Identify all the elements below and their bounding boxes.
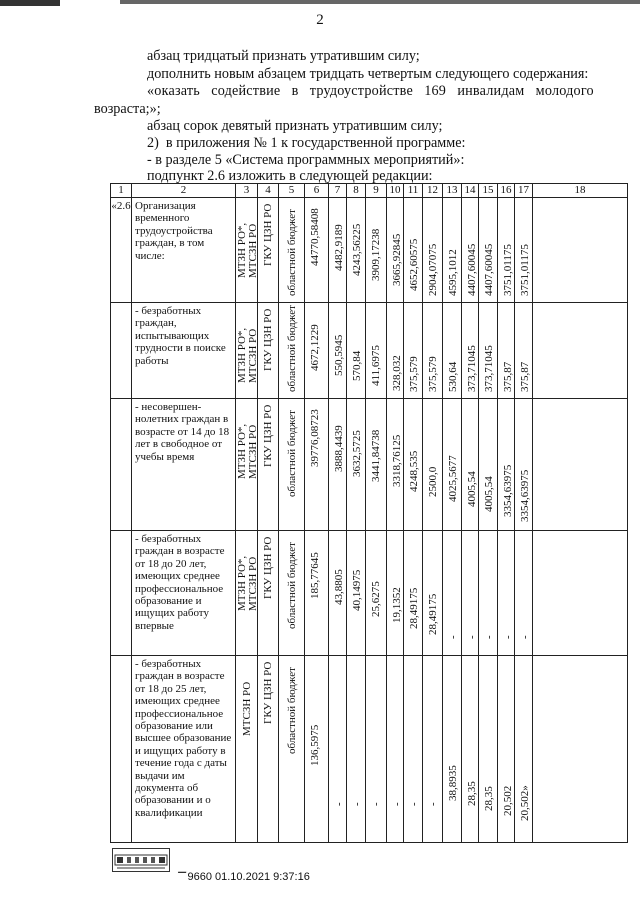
registration-logo [112, 848, 170, 872]
value-text: 4407,60045 [466, 243, 478, 296]
value-cell [423, 399, 443, 531]
header-cell: 12 [423, 184, 443, 198]
value-text: 185,77645 [309, 552, 321, 599]
value-text: - [519, 635, 531, 639]
row-name-cell: - несовершен-нолетних граждан в возрасте от 14 до 18 лет в свободное от учебы время [132, 399, 236, 531]
executor-text: МТЗН РО*, [236, 555, 248, 611]
program-activities-table [110, 183, 628, 843]
executor-text: МТЗН РО*, [236, 423, 248, 479]
header-cell: 16 [498, 184, 515, 198]
value-cell [498, 531, 515, 656]
value-text: 550,5945 [333, 334, 345, 376]
header-cell: 2 [132, 184, 236, 198]
value-cell [498, 656, 515, 843]
header-cell: 17 [515, 184, 533, 198]
row-number-cell [111, 303, 132, 399]
value-cell [347, 399, 366, 531]
value-cell [387, 399, 404, 531]
value-text: 375,87 [519, 361, 531, 392]
value-text: - [408, 802, 420, 806]
executor-cell [236, 198, 258, 303]
organization-text: ГКУ ЦЗН РО [262, 308, 274, 371]
table-row [111, 303, 628, 399]
column-18-cell [533, 656, 628, 843]
column-18-cell [533, 531, 628, 656]
header-cell: 5 [279, 184, 305, 198]
funding-source-cell [279, 303, 305, 399]
executor-text: МТСЗН РО [241, 681, 253, 736]
value-cell [443, 656, 462, 843]
stamp-mark: Ⲻ [176, 868, 185, 883]
funding-source-text: областной бюджет [286, 209, 298, 296]
executor-text: МТЗН РО*, [236, 222, 248, 278]
header-cell: 14 [462, 184, 479, 198]
value-cell [498, 303, 515, 399]
registration-stamp [176, 866, 310, 884]
value-cell [387, 303, 404, 399]
executor-text: МТСЗН РО [247, 556, 259, 611]
value-cell [347, 531, 366, 656]
value-text: 375,579 [427, 356, 439, 392]
value-text: 39776,08723 [309, 409, 321, 467]
organization-cell [258, 198, 279, 303]
funding-source-cell [279, 399, 305, 531]
value-text: 4005,54 [466, 471, 478, 507]
value-text: 373,71045 [483, 345, 495, 392]
organization-text: ГКУ ЦЗН РО [262, 536, 274, 599]
header-cell: 15 [479, 184, 498, 198]
value-cell [387, 198, 404, 303]
value-cell [347, 198, 366, 303]
value-text: 3665,92845 [391, 233, 403, 286]
value-cell [462, 303, 479, 399]
column-18-cell [533, 198, 628, 303]
value-cell [479, 303, 498, 399]
value-text: 4595,1012 [447, 249, 459, 296]
organization-cell [258, 656, 279, 843]
value-text: 373,71045 [466, 345, 478, 392]
row-name-cell: - безработных граждан в возрасте от 18 до 20 лет, имеющих среднее профессиональное образование и ищущих работу впервые [132, 531, 236, 656]
value-cell [443, 531, 462, 656]
paragraph-7: подпункт 2.6 изложить в следующей редакции: [147, 168, 433, 184]
scan-edge-top [120, 0, 640, 4]
value-cell [329, 198, 347, 303]
header-row [111, 184, 628, 198]
value-cell [479, 656, 498, 843]
row-number-cell [111, 656, 132, 843]
executor-cell [236, 656, 258, 843]
value-text: 375,579 [408, 356, 420, 392]
value-text: 411,6975 [370, 345, 382, 386]
value-cell [366, 303, 387, 399]
row-name-cell: - безработных граждан, испытывающих трудности в поиске работы [132, 303, 236, 399]
value-text: - [391, 802, 403, 806]
value-cell [404, 198, 423, 303]
value-text: 570,84 [351, 350, 363, 381]
value-text: 44770,58408 [309, 208, 321, 266]
value-text: 2904,07075 [427, 243, 439, 296]
value-text: - [351, 802, 363, 806]
executor-cell [236, 303, 258, 399]
value-text: 4407,60045 [483, 243, 495, 296]
value-cell [443, 198, 462, 303]
value-cell [366, 399, 387, 531]
header-cell: 4 [258, 184, 279, 198]
row-name-cell: Организация временного трудоустройства граждан, в том числе: [132, 198, 236, 303]
value-cell [404, 303, 423, 399]
header-cell: 13 [443, 184, 462, 198]
value-text: 19,1352 [391, 587, 403, 623]
value-cell [329, 399, 347, 531]
value-text: 3751,01175 [502, 244, 514, 296]
value-text: 3318,76125 [391, 434, 403, 487]
value-text: 136,5975 [309, 724, 321, 766]
header-cell: 9 [366, 184, 387, 198]
value-cell [404, 531, 423, 656]
executor-text: МТСЗН РО [247, 223, 259, 278]
value-text: 3888,4439 [333, 425, 345, 472]
value-text: 4248,535 [408, 450, 420, 492]
value-cell [423, 198, 443, 303]
value-text: 25,6275 [370, 581, 382, 617]
header-cell: 18 [533, 184, 628, 198]
value-cell [515, 399, 533, 531]
value-text: - [483, 635, 495, 639]
organization-text: ГКУ ЦЗН РО [262, 661, 274, 724]
value-cell [329, 531, 347, 656]
executor-text: МТЗН РО*, [236, 327, 248, 383]
value-cell [347, 656, 366, 843]
column-18-cell [533, 399, 628, 531]
value-cell [387, 656, 404, 843]
value-text: 2500,0 [427, 466, 439, 497]
organization-cell [258, 303, 279, 399]
value-text: 3751,01175 [519, 244, 531, 296]
value-cell [305, 198, 329, 303]
value-cell [329, 303, 347, 399]
value-cell [479, 531, 498, 656]
executor-cell [236, 399, 258, 531]
value-text: 3632,5725 [351, 430, 363, 477]
value-cell [479, 399, 498, 531]
value-text: 20,502» [519, 785, 531, 821]
organization-cell [258, 399, 279, 531]
value-text: 28,49175 [427, 593, 439, 635]
organization-text: ГКУ ЦЗН РО [262, 203, 274, 266]
value-cell [366, 656, 387, 843]
value-cell [443, 399, 462, 531]
value-cell [462, 198, 479, 303]
stamp-text: 9660 01.10.2021 9:37:16 [187, 871, 310, 883]
column-18-cell [533, 303, 628, 399]
funding-source-text: областной бюджет [286, 542, 298, 629]
value-text: 20,502 [502, 785, 514, 816]
table-row [111, 531, 628, 656]
header-cell: 8 [347, 184, 366, 198]
value-cell [462, 531, 479, 656]
value-text: - [370, 802, 382, 806]
table-row [111, 198, 628, 303]
value-cell [515, 198, 533, 303]
value-cell [366, 198, 387, 303]
value-text: 4652,60575 [408, 238, 420, 291]
value-cell [498, 198, 515, 303]
value-cell [515, 531, 533, 656]
value-cell [515, 303, 533, 399]
value-cell [305, 399, 329, 531]
value-text: 43,8805 [333, 569, 345, 605]
value-text: 3441,84738 [370, 429, 382, 482]
row-number-cell: «2.6 [111, 198, 132, 303]
value-text: 3354,63975 [519, 469, 531, 522]
funding-source-text: областной бюджет [286, 410, 298, 497]
value-text: 4025,5677 [447, 455, 459, 502]
paragraph-2: дополнить новым абзацем тридцать четвертым следующего содержания: [147, 66, 589, 82]
paragraph-5: 2) в приложения № 1 к государственной программе: [147, 135, 466, 151]
value-cell [498, 399, 515, 531]
paragraph-4: абзац сорок девятый признать утратившим силу; [147, 118, 443, 134]
executor-text: МТСЗН РО [247, 424, 259, 479]
value-text: - [427, 802, 439, 806]
row-number-cell [111, 399, 132, 531]
value-cell [387, 531, 404, 656]
value-text: 28,49175 [408, 587, 420, 629]
funding-source-cell [279, 198, 305, 303]
value-cell [462, 656, 479, 843]
header-cell: 6 [305, 184, 329, 198]
paragraph-3-cont: возраста;»; [94, 101, 161, 117]
value-cell [305, 656, 329, 843]
value-text: 4243,56225 [351, 223, 363, 276]
value-cell [347, 303, 366, 399]
funding-source-cell [279, 656, 305, 843]
value-cell [329, 656, 347, 843]
value-text: 38,8935 [447, 765, 459, 801]
table-row [111, 656, 628, 843]
executor-cell [236, 531, 258, 656]
value-cell [479, 198, 498, 303]
header-cell: 1 [111, 184, 132, 198]
value-text: - [502, 635, 514, 639]
value-text: - [447, 635, 459, 639]
value-text: 3354,63975 [502, 464, 514, 517]
value-cell [305, 531, 329, 656]
value-text: - [466, 635, 478, 639]
value-text: 328,032 [391, 355, 403, 391]
value-cell [423, 303, 443, 399]
value-text: - [333, 802, 345, 806]
value-cell [515, 656, 533, 843]
value-text: 4005,54 [483, 476, 495, 512]
value-cell [366, 531, 387, 656]
funding-source-text: областной бюджет [286, 305, 298, 392]
value-cell [404, 656, 423, 843]
value-cell [443, 303, 462, 399]
row-number-cell [111, 531, 132, 656]
value-text: 40,14975 [351, 569, 363, 611]
value-text: 375,87 [502, 361, 514, 392]
paragraph-3: «оказать содействие в трудоустройстве 169 инвалидам молодого [147, 83, 594, 99]
executor-text: МТСЗН РО [247, 328, 259, 383]
header-cell: 10 [387, 184, 404, 198]
paragraph-6: - в разделе 5 «Система программных мероприятий»: [147, 152, 465, 168]
value-text: 4482,9189 [333, 224, 345, 271]
header-cell: 7 [329, 184, 347, 198]
scan-edge-left [0, 0, 60, 6]
funding-source-cell [279, 531, 305, 656]
paragraph-1: абзац тридцатый признать утратившим силу; [147, 48, 420, 64]
organization-cell [258, 531, 279, 656]
value-text: 3909,17238 [370, 228, 382, 281]
value-text: 4672,1229 [309, 324, 321, 371]
value-cell [462, 399, 479, 531]
value-cell [423, 531, 443, 656]
row-name-cell: - безработных граждан в возрасте от 18 до 25 лет, имеющих среднее профессиональное образование или высшее образование и ищущих работу в течение года с даты выдачи им документа об образовании и о квалификации [132, 656, 236, 843]
header-cell: 3 [236, 184, 258, 198]
header-cell: 11 [404, 184, 423, 198]
value-text: 28,35 [483, 786, 495, 811]
value-cell [305, 303, 329, 399]
value-cell [423, 656, 443, 843]
organization-text: ГКУ ЦЗН РО [262, 404, 274, 467]
value-cell [404, 399, 423, 531]
value-text: 530,64 [447, 361, 459, 392]
table-row [111, 399, 628, 531]
page-number: 2 [316, 12, 324, 28]
value-text: 28,35 [466, 781, 478, 806]
funding-source-text: областной бюджет [286, 667, 298, 754]
